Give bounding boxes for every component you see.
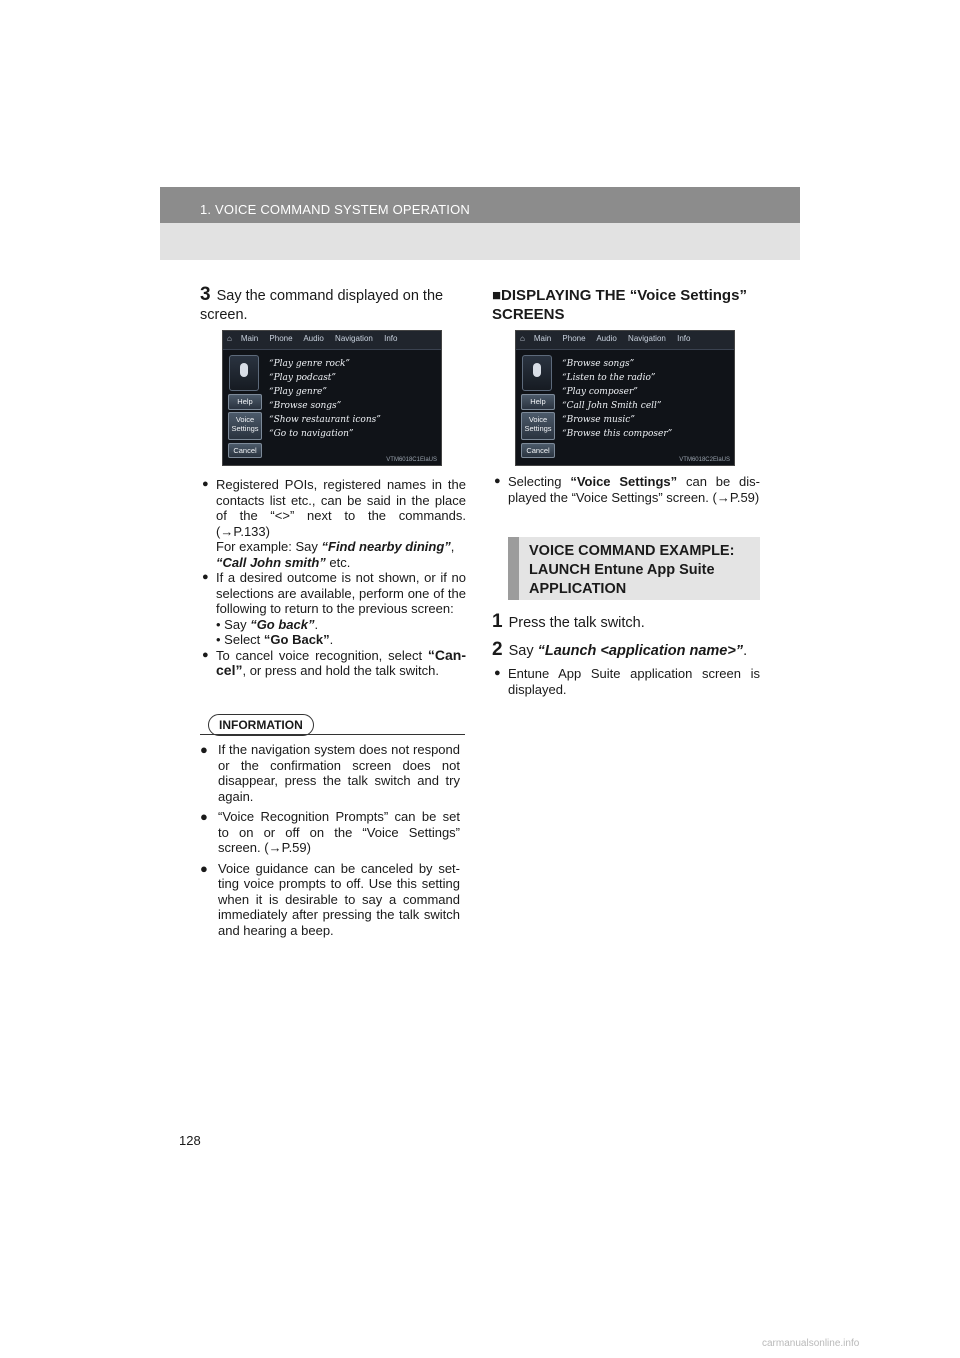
right-bullet-entune: [492, 666, 760, 697]
step-number: 2: [492, 639, 503, 660]
bullet-text: Registered POIs, registered names in the contacts list etc., can be said in the place of the “<>” next to the commands. (: [216, 477, 466, 539]
screen-tab: Audio: [303, 334, 324, 343]
bullet-text: ,: [450, 539, 455, 554]
screen-voice-settings-button: Voice Settings: [228, 412, 262, 440]
screen-tab: Navigation: [335, 334, 373, 343]
step-text: Press the talk switch.: [508, 615, 645, 631]
home-icon: ⌂: [520, 334, 525, 343]
bullet-text: Selecting: [508, 474, 571, 489]
bullet-icon: ●: [494, 667, 501, 679]
screen-command: “Browse songs”: [562, 359, 635, 369]
info-item: [200, 809, 460, 856]
screen-tabs: [520, 334, 699, 343]
bullet-icon: ●: [200, 809, 208, 824]
bullet-voice-settings: [492, 474, 760, 505]
step-text: Say the command displayed on the screen.: [200, 288, 444, 323]
screen-tab: Main: [533, 334, 552, 343]
information-rule: [200, 734, 465, 735]
step-number: 1: [492, 611, 503, 632]
command-text: “Call John smith”: [216, 554, 326, 570]
screen-command: “Listen to the radio”: [562, 373, 656, 383]
screen-image-voice-settings: [515, 330, 735, 466]
screen-command: “Go to navigation”: [269, 429, 354, 439]
heading-accent-bar: [508, 537, 519, 600]
screen-tabs: [227, 334, 406, 343]
header-band: [160, 187, 800, 260]
bullet-text: • Say: [216, 616, 251, 632]
bullet-entune: [492, 666, 760, 697]
bullet-registered-pois: [200, 477, 466, 570]
image-code: VTM6018C1ElaUS: [386, 457, 437, 463]
screen-command: “Browse this composer”: [562, 429, 673, 439]
screen-command: “Browse songs”: [269, 401, 342, 411]
command-text: “Launch <application name>”: [537, 643, 744, 659]
bullet-icon: ●: [202, 648, 209, 661]
bullet-icon: ●: [202, 571, 209, 583]
bullet-text: , or press and hold the talk switch.: [242, 663, 440, 678]
info-item: [200, 861, 460, 939]
page-reference: P.133): [233, 523, 270, 539]
bullet-text: .: [314, 616, 319, 632]
bullet-text: .: [329, 632, 334, 647]
screen-command: “Call John Smith cell”: [562, 401, 662, 411]
screen-command: “Play genre rock”: [269, 359, 351, 369]
section-header-title: 1. VOICE COMMAND SYSTEM OPERATION: [200, 202, 471, 217]
info-text: “Voice Recognition Prompts” can be set to on or off on the “Voice Settings” screen. (→P.59): [218, 809, 460, 855]
bullet-icon: ●: [202, 478, 209, 490]
screen-command-list: [562, 357, 672, 441]
example-heading-box: [508, 537, 760, 600]
bullet-text: Entune App Suite application screen is displayed.: [508, 666, 760, 697]
bullet-text: If a desired outcome is not shown, or if no selections are available, perform one of the following to return to the previous screen:: [216, 570, 466, 616]
right-bullet-voice-settings: [492, 474, 760, 505]
info-text: If the navigation system does not respond or the confirmation screen does not disappear, press the talk switch and try again.: [218, 742, 460, 804]
section-heading: ■DISPLAYING THE “Voice Settings” SCREENS: [492, 287, 747, 323]
bullet-text: etc.: [325, 554, 351, 570]
image-code: VTM6018C2ElaUS: [679, 457, 730, 463]
header-strip: [160, 187, 800, 223]
bullet-icon: ●: [494, 475, 501, 487]
button-name-text: “Go Back”: [263, 632, 330, 647]
screen-cancel-button: Cancel: [228, 443, 262, 458]
button-name-text: “Voice Settings”: [570, 474, 678, 489]
screen-help-button: Help: [521, 394, 555, 410]
command-text: “Find nearby dining”: [321, 539, 451, 554]
screen-tab: Audio: [596, 334, 617, 343]
step-number: 3: [200, 284, 211, 305]
step-text: .: [743, 643, 748, 659]
info-text: Voice guidance can be canceled by set-ting voice prompts to off. Use this setting when it is desirable to say a command immediately after pressing the talk switch and hearing a beep.: [218, 860, 460, 938]
screen-cancel-button: Cancel: [521, 443, 555, 458]
left-bullets: [200, 477, 466, 679]
info-item: [200, 742, 460, 804]
step-2: [492, 640, 760, 661]
bullet-cancel: [200, 648, 466, 679]
step-text: Say: [508, 643, 538, 659]
screen-voice-settings-button: Voice Settings: [521, 412, 555, 440]
screen-tab: Info: [384, 334, 398, 343]
screen-tab: Main: [240, 334, 259, 343]
screen-tab: Info: [677, 334, 691, 343]
example-heading-text: VOICE COMMAND EXAMPLE: LAUNCH Entune App Suite APPLICATION: [529, 543, 735, 597]
screen-help-button: Help: [228, 394, 262, 410]
screen-command: “Play genre”: [269, 387, 327, 397]
bullet-go-back: [200, 570, 466, 648]
button-name-text: “Can-cel”: [216, 646, 466, 678]
screen-command: “Play podcast”: [269, 373, 337, 383]
screen-command: “Play composer”: [562, 387, 638, 397]
bullet-text: To cancel voice recognition, select: [216, 647, 428, 663]
screen-topbar: [516, 331, 734, 350]
screen-command: “Show restaurant icons”: [269, 415, 381, 425]
command-text: “Go back”: [250, 616, 315, 632]
information-list: [200, 742, 460, 943]
bullet-icon: ●: [200, 742, 208, 757]
bullet-text: • Select: [216, 632, 264, 647]
home-icon: ⌂: [227, 334, 232, 343]
screen-tab: Phone: [269, 334, 293, 343]
screen-command-list: [269, 357, 381, 441]
screen-topbar: [223, 331, 441, 350]
step-3: [200, 285, 466, 325]
information-label: INFORMATION: [208, 714, 314, 736]
screen-tab: Navigation: [628, 334, 666, 343]
microphone-icon: [229, 355, 259, 391]
bullet-text: For example: Say: [216, 539, 322, 554]
screen-command: “Browse music”: [562, 415, 635, 425]
microphone-icon: [522, 355, 552, 391]
screen-image-voice-commands: [222, 330, 442, 466]
arrow-icon: →: [220, 523, 234, 539]
page-number: 128: [179, 1133, 201, 1148]
footer-watermark: carmanualsonline.info: [762, 1338, 860, 1349]
screen-tab: Phone: [562, 334, 586, 343]
step-1: [492, 612, 760, 633]
bullet-icon: ●: [200, 860, 208, 876]
bullet-text: can be dis-played the “Voice Settings” screen. (→P.59): [508, 474, 761, 505]
